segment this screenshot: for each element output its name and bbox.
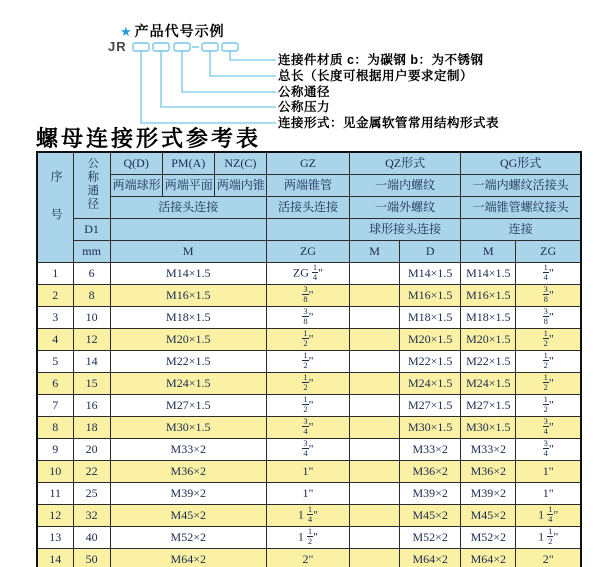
header-form-qg: QG形式	[461, 152, 581, 175]
header-form-nzc: NZ(C)	[214, 152, 266, 175]
cell-dn: 25	[73, 483, 110, 505]
fraction: $\frac{1}{2}$	[543, 372, 548, 393]
cell-qg-m: M27×1.5	[461, 395, 516, 417]
cell-serial: 1	[37, 263, 73, 285]
fraction: $\frac{1}{2}$	[303, 350, 308, 371]
cell-qg-zg: $\frac{3}{4}$ "	[516, 439, 581, 461]
cell-m: M39×2	[110, 483, 266, 505]
fraction: $\frac{1}{2}$	[543, 394, 548, 415]
connector-line-material	[230, 51, 276, 60]
header-m-left: M	[110, 241, 266, 263]
header-form-pma: PM(A)	[162, 152, 214, 175]
fraction: $\frac{3}{4}$	[303, 416, 308, 437]
table-row	[37, 285, 581, 307]
cell-qg-zg: $\frac{3}{4}$ "	[516, 417, 581, 439]
diagram-heading-text: 产品代号示例	[134, 23, 225, 39]
cell-qg-zg: $\frac{1}{2}$ "	[516, 329, 581, 351]
header-serial	[37, 152, 73, 263]
label-form: 连接形式：见金属软管常用结构形式表	[278, 116, 500, 130]
cell-qg-zg: 2"	[516, 549, 581, 567]
cell-m: M22×1.5	[110, 351, 266, 373]
cell-qg-m: M14×1.5	[461, 263, 516, 285]
cell-qz-d: M64×2	[400, 549, 461, 567]
cell-serial: 2	[37, 285, 73, 307]
cell-dn: 40	[73, 527, 110, 549]
cell-gz-zg: $\frac{3}{8}$ "	[266, 285, 349, 307]
cell-gz-zg: $\frac{3}{8}$ "	[266, 307, 349, 329]
cell-dn: 6	[73, 263, 110, 285]
cell-dn: 10	[73, 307, 110, 329]
cell-gz-zg: $\frac{3}{4}$ "	[266, 439, 349, 461]
header-serial-label: 序号	[49, 169, 64, 246]
cell-qz-d: M14×1.5	[400, 263, 461, 285]
cell-m: M24×1.5	[110, 373, 266, 395]
code-box-3	[174, 43, 190, 51]
table-header	[37, 152, 581, 263]
header-desc-nzc: 两端内锥	[214, 175, 266, 197]
cell-m: M33×2	[110, 439, 266, 461]
cell-serial: 13	[37, 527, 73, 549]
fraction: $\frac{1}{4}$	[312, 262, 318, 283]
table-row	[37, 483, 581, 505]
header-dn-label: 公称通径	[86, 156, 99, 211]
header-dn	[73, 152, 110, 219]
cell-gz-zg: $\frac{1}{2}$ "	[266, 329, 349, 351]
cell-qz-d: M30×1.5	[400, 417, 461, 439]
fraction: $\frac{1}{4}$	[543, 262, 548, 283]
cell-qz-m	[350, 505, 400, 527]
fraction: $\frac{1}{2}$	[548, 526, 553, 547]
cell-dn: 18	[73, 417, 110, 439]
cell-qz-d: M33×2	[400, 439, 461, 461]
cell-m: M45×2	[110, 505, 266, 527]
header-m-qg: M	[461, 241, 516, 263]
cell-gz-zg: $\frac{1}{2}$ "	[266, 395, 349, 417]
fraction: $\frac{1}{2}$	[543, 350, 548, 371]
cell-qg-m: M16×1.5	[461, 285, 516, 307]
cell-qg-zg: 1 $\frac{1}{4}$ "	[516, 505, 581, 527]
header-blank-left	[110, 219, 266, 241]
cell-qz-d: M27×1.5	[400, 395, 461, 417]
cell-serial: 5	[37, 351, 73, 373]
nut-connection-table	[36, 151, 582, 567]
header-row-2	[37, 175, 581, 197]
cell-serial: 3	[37, 307, 73, 329]
header-taper-qg: 一端锥管螺纹接头	[461, 197, 581, 219]
table-row	[37, 527, 581, 549]
cell-m: M18×1.5	[110, 307, 266, 329]
cell-qz-m	[350, 263, 400, 285]
table-row	[37, 395, 581, 417]
cell-gz-zg: $\frac{3}{4}$ "	[266, 417, 349, 439]
header-zg-gz: ZG	[266, 241, 349, 263]
label-material: 连接件材质 c：为碳钢 b：为不锈钢	[278, 53, 484, 67]
cell-m: M27×1.5	[110, 395, 266, 417]
code-box-1	[133, 43, 149, 51]
header-union-left: 活接头连接	[110, 197, 266, 219]
cell-gz-zg: 1"	[266, 461, 349, 483]
fraction: $\frac{1}{4}$	[307, 504, 313, 525]
cell-qz-d: M24×1.5	[400, 373, 461, 395]
cell-qz-d: M18×1.5	[400, 307, 461, 329]
star-icon: ★	[120, 24, 133, 39]
fraction: $\frac{1}{2}$	[303, 328, 308, 349]
table-row	[37, 439, 581, 461]
cell-serial: 6	[37, 373, 73, 395]
cell-m: M64×2	[110, 549, 266, 567]
cell-qz-m	[350, 461, 400, 483]
connector-line-diameter	[182, 51, 276, 92]
cell-qg-m: M33×2	[461, 439, 516, 461]
cell-qg-zg: 1 $\frac{1}{2}$ "	[516, 527, 581, 549]
fraction: $\frac{1}{2}$	[543, 328, 548, 349]
cell-dn: 14	[73, 351, 110, 373]
cell-qg-m: M64×2	[461, 549, 516, 567]
header-blank-gz	[266, 219, 349, 241]
cell-qg-zg: $\frac{1}{4}$ "	[516, 263, 581, 285]
fraction: $\frac{3}{4}$	[303, 438, 308, 459]
cell-qg-m: M36×2	[461, 461, 516, 483]
table-row	[37, 263, 581, 285]
cell-serial: 8	[37, 417, 73, 439]
cell-qz-d: M36×2	[400, 461, 461, 483]
cell-m: M14×1.5	[110, 263, 266, 285]
header-row-3	[37, 197, 581, 219]
cell-qz-m	[350, 285, 400, 307]
cell-qg-m: M52×2	[461, 527, 516, 549]
cell-qz-d: M52×2	[400, 527, 461, 549]
fraction: $\frac{3}{8}$	[303, 306, 308, 327]
cell-qz-m	[350, 439, 400, 461]
cell-qg-m: M30×1.5	[461, 417, 516, 439]
cell-qg-zg: 1"	[516, 461, 581, 483]
cell-qz-m	[350, 373, 400, 395]
table-row	[37, 329, 581, 351]
header-form-qd: Q(D)	[110, 152, 162, 175]
cell-qz-m	[350, 307, 400, 329]
cell-qz-d: M45×2	[400, 505, 461, 527]
header-connect-qg: 连接	[461, 219, 581, 241]
code-box-5	[222, 43, 238, 51]
cell-qz-m	[350, 351, 400, 373]
fraction: $\frac{3}{8}$	[543, 284, 548, 305]
cell-dn: 22	[73, 461, 110, 483]
cell-qg-m: M45×2	[461, 505, 516, 527]
cell-dn: 32	[73, 505, 110, 527]
code-box-2	[153, 43, 169, 51]
header-ext-thread-qz: 一端外螺纹	[350, 197, 461, 219]
table-row	[37, 373, 581, 395]
header-d-qz: D	[400, 241, 461, 263]
cell-serial: 9	[37, 439, 73, 461]
table-row	[37, 505, 581, 527]
cell-qz-m	[350, 527, 400, 549]
cell-m: M20×1.5	[110, 329, 266, 351]
cell-gz-zg: 1"	[266, 483, 349, 505]
cell-dn: 12	[73, 329, 110, 351]
header-zg-qg: ZG	[516, 241, 581, 263]
label-length: 总长（长度可根据用户要求定制）	[278, 69, 474, 83]
cell-gz-zg: 2"	[266, 549, 349, 567]
diagram-heading	[120, 21, 225, 41]
cell-qz-m	[350, 329, 400, 351]
cell-m: M52×2	[110, 527, 266, 549]
fraction: $\frac{1}{4}$	[548, 504, 553, 525]
cell-dn: 50	[73, 549, 110, 567]
table-row	[37, 461, 581, 483]
code-boxes	[133, 43, 238, 51]
header-m-qz: M	[350, 241, 400, 263]
cell-gz-zg: 1 $\frac{1}{4}$ "	[266, 505, 349, 527]
header-row-5	[37, 241, 581, 263]
cell-qz-m	[350, 549, 400, 567]
header-desc-qg: 一端内螺纹活接头	[461, 175, 581, 197]
table-body	[37, 263, 581, 567]
cell-qz-d: M20×1.5	[400, 329, 461, 351]
header-desc-pma: 两端平面	[162, 175, 214, 197]
label-pressure: 公称压力	[278, 100, 331, 114]
header-row-1	[37, 152, 581, 175]
cell-qg-zg: $\frac{1}{2}$ "	[516, 351, 581, 373]
label-diameter: 公称通径	[278, 85, 331, 99]
header-form-gz: GZ	[266, 152, 349, 175]
header-desc-qz: 一端内螺纹	[350, 175, 461, 197]
header-desc-gz: 两端锥管	[266, 175, 349, 197]
cell-qg-m: M20×1.5	[461, 329, 516, 351]
fraction: $\frac{1}{2}$	[303, 394, 308, 415]
header-mm: mm	[73, 241, 110, 263]
header-d1: D1	[73, 219, 110, 241]
cell-m: M30×1.5	[110, 417, 266, 439]
cell-dn: 16	[73, 395, 110, 417]
table-row	[37, 307, 581, 329]
cell-serial: 12	[37, 505, 73, 527]
cell-qg-m: M24×1.5	[461, 373, 516, 395]
fraction: $\frac{1}{2}$	[303, 372, 308, 393]
table-row	[37, 351, 581, 373]
cell-serial: 14	[37, 549, 73, 567]
cell-serial: 7	[37, 395, 73, 417]
fraction: $\frac{1}{2}$	[307, 526, 313, 547]
cell-qz-d: M39×2	[400, 483, 461, 505]
cell-gz-zg: $\frac{1}{2}$ "	[266, 373, 349, 395]
cell-gz-zg: $\frac{1}{2}$ "	[266, 351, 349, 373]
code-prefix: JR	[108, 39, 127, 54]
cell-qz-d: M22×1.5	[400, 351, 461, 373]
connector-lines	[141, 51, 276, 123]
cell-m: M36×2	[110, 461, 266, 483]
header-row-4	[37, 219, 581, 241]
connector-line-length	[210, 51, 276, 76]
table-title: 螺母连接形式参考表	[36, 126, 262, 151]
fraction: $\frac{3}{4}$	[543, 438, 548, 459]
cell-dn: 8	[73, 285, 110, 307]
fraction: $\frac{3}{4}$	[543, 416, 548, 437]
header-desc-qd: 两端球形	[110, 175, 162, 197]
table-row	[37, 549, 581, 567]
cell-qg-zg: $\frac{3}{8}$ "	[516, 307, 581, 329]
header-ball-joint-qz: 球形接头连接	[350, 219, 461, 241]
cell-m: M16×1.5	[110, 285, 266, 307]
cell-dn: 15	[73, 373, 110, 395]
cell-qg-m: M22×1.5	[461, 351, 516, 373]
cell-qz-d: M16×1.5	[400, 285, 461, 307]
header-union-gz: 活接头连接	[266, 197, 349, 219]
cell-qz-m	[350, 395, 400, 417]
cell-dn: 20	[73, 439, 110, 461]
table-row	[37, 417, 581, 439]
fraction: $\frac{3}{8}$	[543, 306, 548, 327]
fraction: $\frac{3}{8}$	[303, 284, 308, 305]
cell-serial: 11	[37, 483, 73, 505]
cell-qg-zg: $\frac{1}{2}$ "	[516, 373, 581, 395]
code-box-4	[202, 43, 218, 51]
cell-qz-m	[350, 483, 400, 505]
header-form-qz: QZ形式	[350, 152, 461, 175]
cell-serial: 4	[37, 329, 73, 351]
cell-qg-zg: $\frac{1}{2}$ "	[516, 395, 581, 417]
cell-gz-zg: 1 $\frac{1}{2}$ "	[266, 527, 349, 549]
cell-qg-zg: $\frac{3}{8}$ "	[516, 285, 581, 307]
cell-qg-m: M18×1.5	[461, 307, 516, 329]
cell-gz-zg: ZG $\frac{1}{4}$ "	[266, 263, 349, 285]
cell-qg-zg: 1"	[516, 483, 581, 505]
cell-qg-m: M39×2	[461, 483, 516, 505]
cell-serial: 10	[37, 461, 73, 483]
cell-qz-m	[350, 417, 400, 439]
